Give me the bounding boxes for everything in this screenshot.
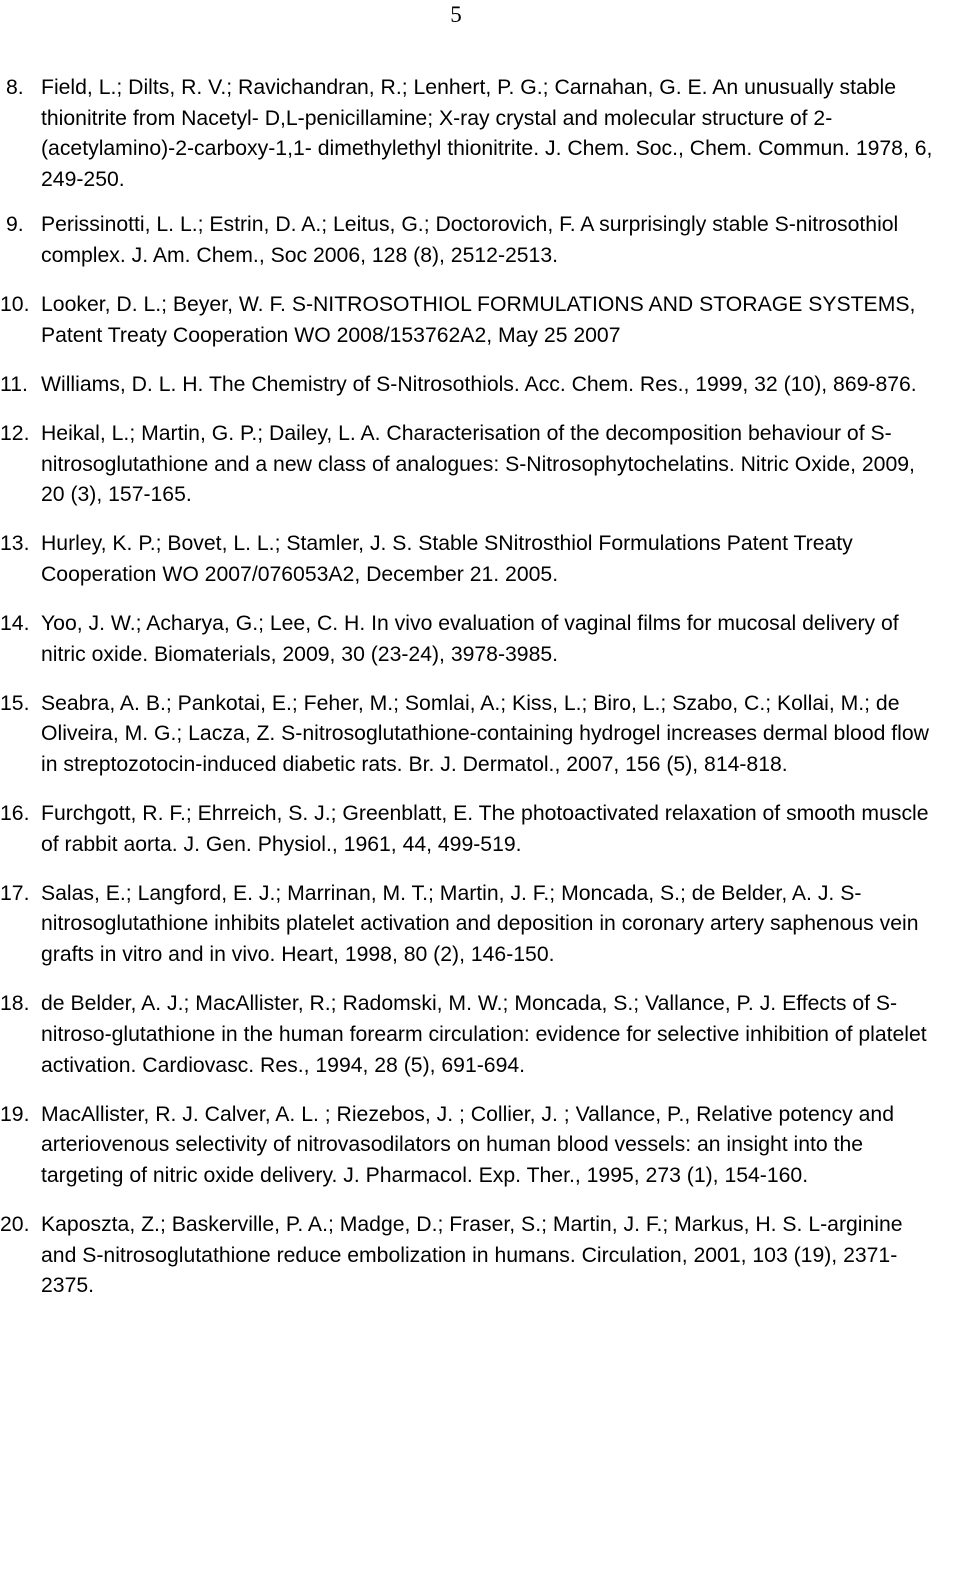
reference-text: Williams, D. L. H. The Chemistry of S-Nitrosothiols. Acc. Chem. Res., 1999, 32 (10), 869-876. (41, 372, 917, 396)
reference-text: Looker, D. L.; Beyer, W. F. S-NITROSOTHIOL FORMULATIONS AND STORAGE SYSTEMS, Patent Treaty Cooperation WO 2008/153762A2, May 25 2007 (41, 293, 916, 347)
reference-number: 17. (0, 881, 30, 905)
reference-text: MacAllister, R. J. Calver, A. L. ; Riezebos, J. ; Collier, J. ; Vallance, P., Relative potency and arteriovenous selectivity of nitrovasodilators on human blood vessels: an insight into the targeting of nitric oxide delivery. J. Pharmacol. Exp. Ther., 1995, 273 (1), 154-160. (41, 1102, 894, 1187)
page-number: 5 (450, 2, 462, 27)
reference-text: Heikal, L.; Martin, G. P.; Dailey, L. A. Characterisation of the decomposition behaviour of S-nitrosoglutathione and a new class of analogues: S-Nitrosophytochelatins. Nitric Oxide, 2009, 20 (3), 157-165. (41, 421, 915, 507)
reference-item (0, 799, 943, 860)
reference-item (0, 1210, 943, 1302)
reference-text: Kaposzta, Z.; Baskerville, P. A.; Madge, D.; Fraser, S.; Martin, J. F.; Markus, H. S. L-arginine and S-nitrosoglutathione reduce embolization in humans. Circulation, 2001, 103 (19), 2371-2375. (41, 1212, 903, 1298)
reference-number: 14. (0, 611, 30, 635)
reference-text: Seabra, A. B.; Pankotai, E.; Feher, M.; Somlai, A.; Kiss, L.; Biro, L.; Szabo, C.; Kollai, M.; de Oliveira, M. G.; Lacza, Z. S-nitrosoglutathione-containing hydrogel increases dermal blood flow in streptozotocin-induced diabetic rats. Br. J. Dermatol., 2007, 156 (5), 814-818. (41, 691, 929, 777)
reference-number: 18. (0, 992, 30, 1016)
reference-item (0, 370, 943, 401)
reference-number: 19. (0, 1102, 30, 1126)
reference-number: 9. (6, 213, 24, 237)
reference-item (0, 879, 943, 971)
reference-item (0, 529, 943, 590)
reference-number: 16. (0, 802, 30, 826)
reference-number: 8. (6, 76, 24, 99)
reference-text: Furchgott, R. F.; Ehrreich, S. J.; Greenblatt, E. The photoactivated relaxation of smooth muscle of rabbit aorta. J. Gen. Physiol., 1961, 44, 499-519. (41, 802, 929, 856)
reference-text: Perissinotti, L. L.; Estrin, D. A.; Leitus, G.; Doctorovich, F. A surprisingly stable S-nitrosothiol complex. J. Am. Chem., Soc 2006, 128 (8), 2512-2513. (41, 213, 899, 268)
reference-item (0, 609, 943, 670)
reference-item (0, 1100, 943, 1192)
reference-number: 11. (0, 372, 28, 396)
reference-number: 13. (0, 532, 30, 556)
reference-item (0, 210, 943, 271)
reference-item (0, 689, 943, 781)
reference-number: 15. (0, 691, 30, 715)
reference-text: Yoo, J. W.; Acharya, G.; Lee, C. H. In vivo evaluation of vaginal films for mucosal delivery of nitric oxide. Biomaterials, 2009, 30 (23-24), 3978-3985. (41, 611, 899, 666)
reference-text: Field, L.; Dilts, R. V.; Ravichandran, R.; Lenhert, P. G.; Carnahan, G. E. An unusually stable thionitrite from Nacetyl- D,L-penicillamine; X-ray crystal and molecular structure of 2-(acetylamino)-2-carboxy-1,1- dimethylethyl thionitrite. J. Chem. Soc., Chem. Commun. 1978, 6, 249-250. (41, 76, 933, 192)
reference-item (0, 290, 943, 351)
reference-number: 12. (0, 421, 30, 445)
reference-item (0, 989, 943, 1081)
reference-text: Salas, E.; Langford, E. J.; Marrinan, M. T.; Martin, J. F.; Moncada, S.; de Belder, A. J. S-nitrosoglutathione inhibits platelet activation and deposition in coronary artery saphenous vein grafts in vitro and in vivo. Heart, 1998, 80 (2), 146-150. (41, 881, 919, 967)
reference-number: 10. (0, 293, 30, 317)
reference-item (0, 419, 943, 511)
reference-list (0, 73, 960, 1320)
reference-text: de Belder, A. J.; MacAllister, R.; Radomski, M. W.; Moncada, S.; Vallance, P. J. Effects of S-nitroso-glutathione in the human forearm circulation: evidence for selective inhibition of platelet activation. Cardiovasc. Res., 1994, 28 (5), 691-694. (41, 992, 927, 1077)
reference-text: Hurley, K. P.; Bovet, L. L.; Stamler, J. S. Stable SNitrosthiol Formulations Patent Treaty Cooperation WO 2007/076053A2, December 21. 2005. (41, 532, 853, 586)
reference-number: 20. (0, 1212, 30, 1236)
reference-item (0, 73, 943, 196)
